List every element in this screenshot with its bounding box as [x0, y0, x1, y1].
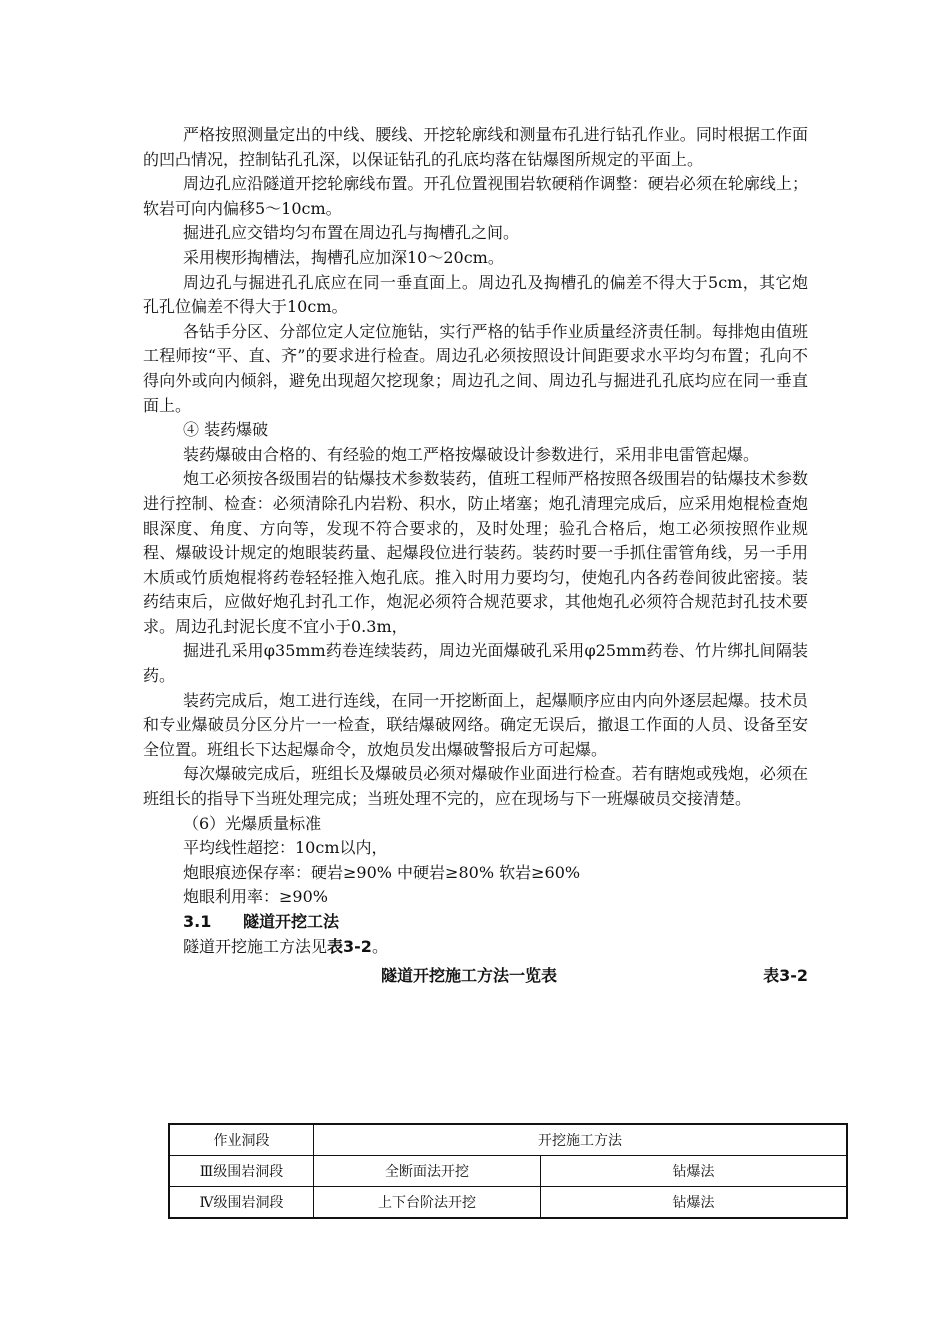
intro-paragraph	[143, 935, 808, 960]
header-cell: 开挖施工方法	[314, 1124, 848, 1156]
table-row	[169, 1187, 847, 1219]
section-title: 隧道开挖工法	[243, 912, 340, 931]
intro-end: 。	[371, 936, 388, 956]
table-cell: 全断面法开挖	[314, 1156, 541, 1187]
intro-text: 隧道开挖施工方法见	[183, 936, 328, 956]
paragraph: 装药爆破由合格的、有经验的炮工严格按爆破设计参数进行，采用非电雷管起爆。	[183, 444, 760, 464]
table-reference: 表3-2	[327, 936, 372, 956]
document-body	[143, 123, 808, 987]
paragraph: 炮工必须按各级围岩的钻爆技术参数装药，值班工程师严格按照各级围岩的钻爆技术参数进行控制、检查：必须清除孔内岩粉、积水，防止堵塞；炮孔清理完成后，应采用炮棍检查炮眼深度、角度、方向等，发现不符合要求的，及时处理；验孔合格后，炮工必须按照作业规程、爆破设计规定的炮眼装药量、起爆段位进行装药。装药时要一手抓住雷管角线，另一手用木质或竹质炮棍将药卷轻轻推入炮孔底。推入时用力要均匀，使炮孔内各药卷间彼此密接。装药结束后，应做好炮孔封孔工作，炮泥必须符合规范要求，其他炮孔必须符合规范封孔技术要求。周边孔封泥长度不宜小于0.3m，	[143, 469, 808, 636]
paragraph: 平均线性超挖：10cm以内，	[183, 838, 388, 858]
excavation-methods-table	[168, 1123, 848, 1219]
table-title: 隧道开挖施工方法一览表	[381, 966, 558, 986]
paragraph: 掘进孔采用φ35mm药卷连续装药，周边光面爆破孔采用φ25mm药卷、竹片绑扎间隔装药。	[143, 641, 808, 686]
section-number: 3.1	[183, 912, 212, 931]
table-row	[169, 1156, 847, 1187]
paragraph: 炮眼痕迹保存率：硬岩≥90% 中硬岩≥80% 软岩≥60%	[183, 862, 581, 882]
table-cell: Ⅲ级围岩洞段	[169, 1156, 314, 1187]
table-cell: 上下台阶法开挖	[314, 1187, 541, 1219]
paragraph: 周边孔应沿隧道开挖轮廓线布置。开孔位置视围岩软硬稍作调整：硬岩必须在轮廓线上；软岩可向内偏移5～10cm。	[143, 174, 808, 218]
subheading-blasting: ④ 装药爆破	[183, 420, 269, 440]
header-cell: 作业洞段	[169, 1124, 314, 1156]
table-cell: 钻爆法	[541, 1187, 848, 1219]
section-heading	[143, 910, 808, 935]
table-header-row	[169, 1124, 847, 1156]
paragraph: 炮眼利用率：≥90%	[183, 887, 328, 907]
paragraph: 严格按照测量定出的中线、腰线、开挖轮廓线和测量布孔进行钻孔作业。同时根据工作面的凹凸情况，控制钻孔孔深，以保证钻孔的孔底均落在钻爆图所规定的平面上。	[143, 125, 808, 169]
table-cell: Ⅳ级围岩洞段	[169, 1187, 314, 1219]
paragraph: 掘进孔应交错均匀布置在周边孔与掏槽孔之间。	[183, 223, 520, 243]
table-cell: 钻爆法	[541, 1156, 848, 1187]
subheading-quality-standard: （6）光爆质量标准	[183, 813, 322, 833]
paragraph: 周边孔与掘进孔孔底应在同一垂直面上。周边孔及掏槽孔的偏差不得大于5cm，其它炮孔孔位偏差不得大于10cm。	[143, 272, 808, 317]
table-number: 表3-2	[763, 966, 808, 986]
paragraph: 每次爆破完成后，班组长及爆破员必须对爆破作业面进行检查。若有瞎炮或残炮，必须在班组长的指导下当班处理完成；当班处理不完的，应在现场与下一班爆破员交接清楚。	[143, 764, 808, 809]
table-caption	[143, 961, 808, 987]
paragraph: 各钻手分区、分部位定人定位施钻，实行严格的钻手作业质量经济责任制。每排炮由值班工程师按“平、直、齐”的要求进行检查。周边孔必须按照设计间距要求水平均匀布置；孔向不得向外或向内倾斜，避免出现超欠挖现象；周边孔之间、周边孔与掘进孔孔底均应在同一垂直面上。	[143, 321, 808, 415]
paragraph: 采用楔形掏槽法，掏槽孔应加深10～20cm。	[183, 247, 504, 267]
paragraph: 装药完成后，炮工进行连线，在同一开挖断面上，起爆顺序应由内向外逐层起爆。技术员和专业爆破员分区分片一一检查，联结爆破网络。确定无误后，撤退工作面的人员、设备至安全位置。班组长下达起爆命令，放炮员发出爆破警报后方可起爆。	[143, 690, 808, 759]
